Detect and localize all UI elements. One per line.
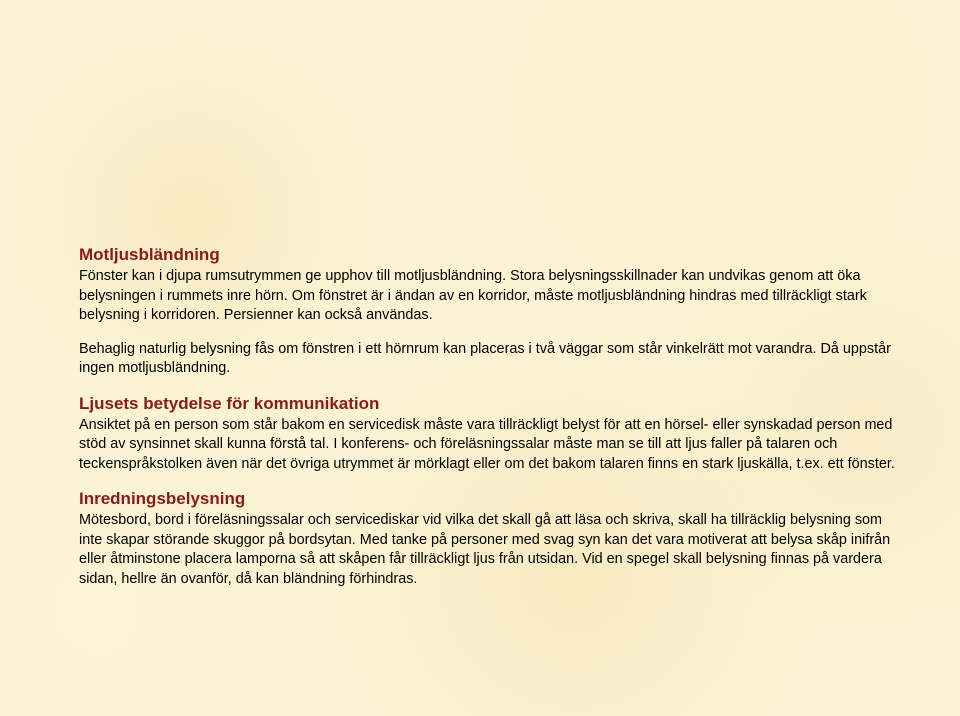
- paragraph-motljusblandning-1: Fönster kan i djupa rumsutrymmen ge upphov till motljusbländning. Stora belysningsskillnader kan undvikas genom att öka belysningen i rummets inre hörn. Om fönstret är i ändan av en korridor, måste motljusbländning hindras med tillräckligt stark belysning i korridoren. Persienner kan också användas.: [79, 268, 867, 323]
- section-heading-kommunikation: Ljusets betydelse för kommunikation: [79, 393, 380, 413]
- paragraph-motljusblandning-2: Behaglig naturlig belysning fås om fönstren i ett hörnrum kan placeras i två väggar som står vinkelrätt mot varandra. Då uppstår ingen motljusbländning.: [79, 340, 891, 376]
- slide-content: [79, 243, 899, 589]
- section-heading-motljusblandning: Motljusbländning: [79, 245, 220, 264]
- section-heading-inredningsbelysning: Inredningsbelysning: [79, 489, 246, 508]
- paragraph-kommunikation-1: Ansiktet på en person som står bakom en servicedisk måste vara tillräckligt belyst för att en hörsel- eller synskadad person med stöd av synsinnet skall kunna förstå tal. I konferens- och föreläsningssalar måste man se till att ljus faller på talaren och teckenspråkstolken även när det övriga utrymmet är mörklagt eller om det bakom talaren finns en stark ljuskälla, t.ex. ett fönster.: [79, 416, 895, 472]
- spacer: [79, 379, 899, 392]
- spacer: [79, 326, 899, 340]
- spacer: [79, 474, 899, 487]
- paragraph-inredningsbelysning-1: Mötesbord, bord i föreläsningssalar och servicediskar vid vilka det skall gå att läsa och skriva, skall ha tillräcklig belysning som inte skapar störande skuggor på bordsytan. Med tanke på personer med svag syn kan det vara motiverat att belysa skåp inifrån eller åtminstone placera lamporna så att skåpen får tillräckligt ljus från utsidan. Vid en spegel skall belysning finnas på vardera sidan, hellre än ovanför, då kan bländning förhindras.: [79, 512, 891, 587]
